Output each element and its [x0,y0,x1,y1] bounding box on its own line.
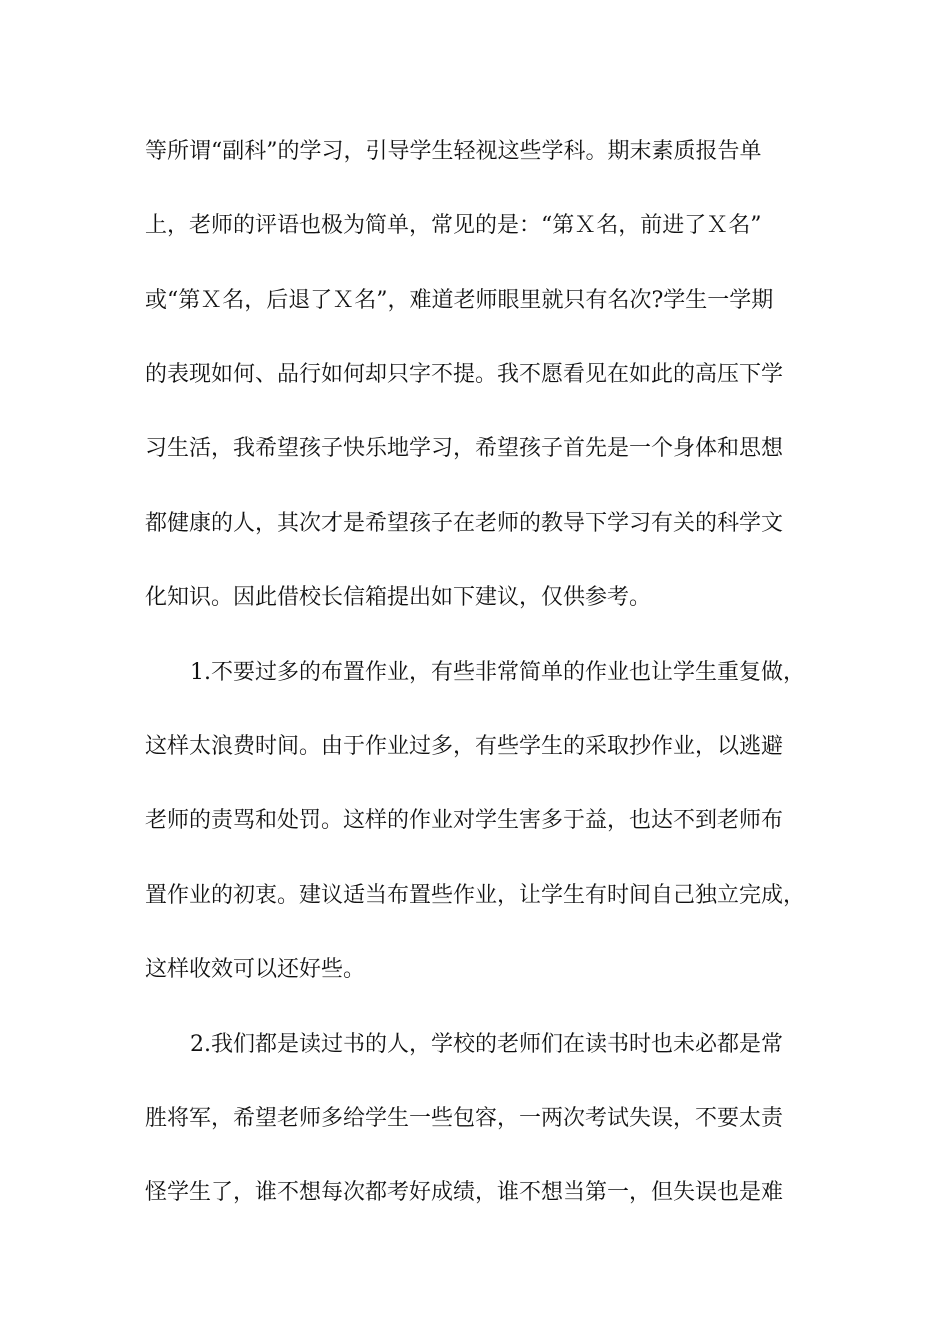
text-line: 怪学生了，谁不想每次都考好成绩，谁不想当第一，但失误也是难 [145,1180,784,1205]
text-line: 的表现如何、品行如何却只字不提。我不愿看见在如此的高压下学 [145,362,784,387]
text-line: 等所谓“副科”的学习，引导学生轻视这些学科。期末素质报告单 [145,139,762,164]
text-line: 1.不要过多的布置作业，有些非常简单的作业也让学生重复做， [190,660,805,685]
text-line: 化知识。因此借校长信箱提出如下建议，仅供参考。 [145,585,652,610]
text-line: 都健康的人，其次才是希望孩子在老师的教导下学习有关的科学文 [145,511,784,536]
text-line: 老师的责骂和处罚。这样的作业对学生害多于益，也达不到老师布 [145,808,784,833]
text-line: 胜将军，希望老师多给学生一些包容，一两次考试失误，不要太责 [145,1106,784,1131]
text-line: 置作业的初衷。建议适当布置些作业，让学生有时间自己独立完成， [145,883,806,908]
text-line: 或“第Ｘ名，后退了Ｘ名”，难道老师眼里就只有名次?学生一学期 [145,288,774,313]
text-line: 习生活，我希望孩子快乐地学习，希望孩子首先是一个身体和思想 [145,436,784,461]
text-line: 上，老师的评语也极为简单，常见的是：“第Ｘ名，前进了Ｘ名” [145,213,762,238]
text-line: 这样太浪费时间。由于作业过多，有些学生的采取抄作业，以逃避 [145,734,784,759]
text-line: 2.我们都是读过书的人，学校的老师们在读书时也未必都是常 [190,1032,783,1057]
text-line: 这样收效可以还好些。 [145,957,366,982]
